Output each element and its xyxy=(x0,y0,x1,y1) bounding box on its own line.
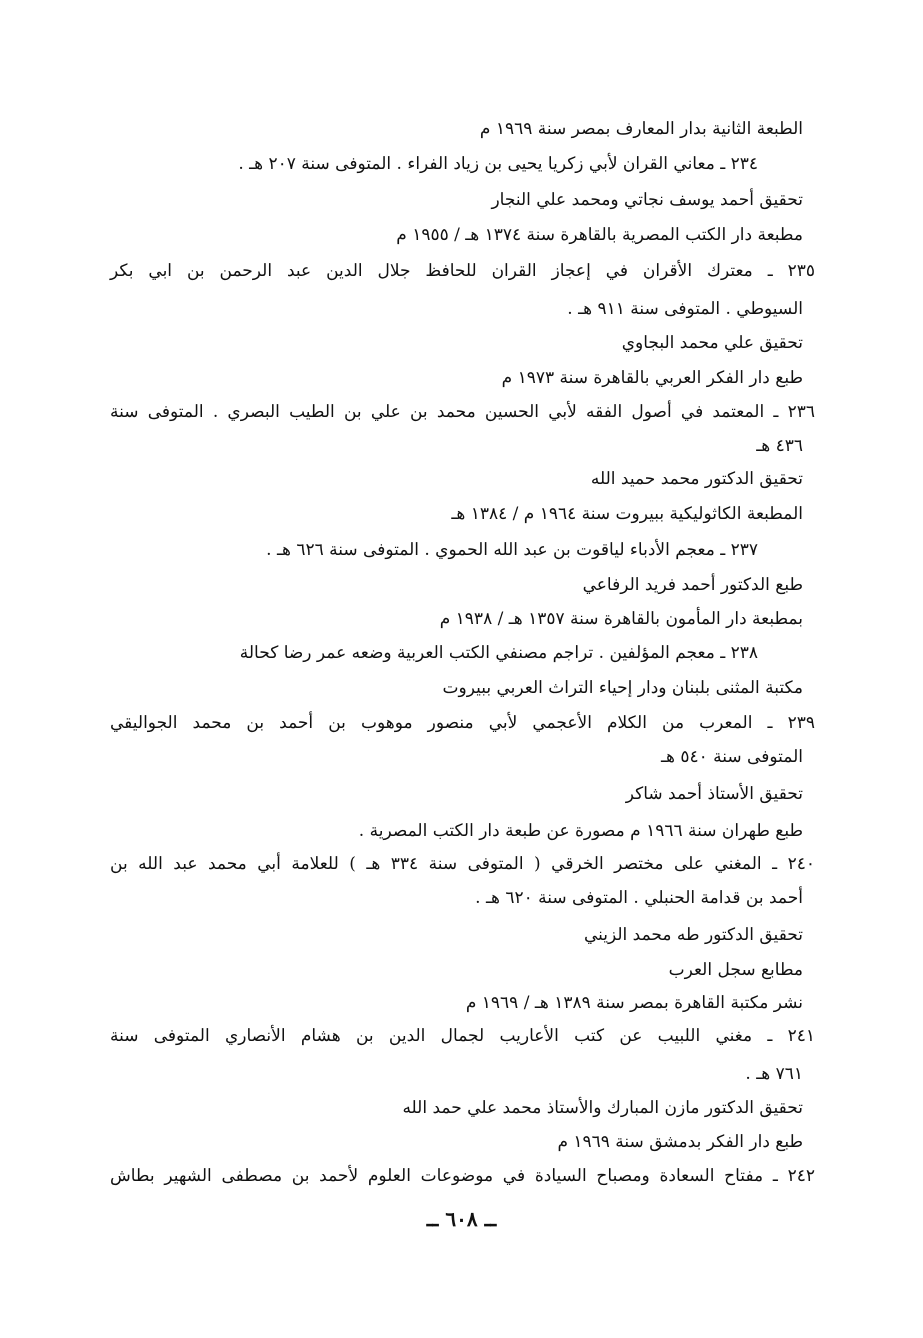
text-line: مطابع سجل العرب xyxy=(668,960,803,980)
text-line: ٢٣٩ ـ المعرب من الكلام الأعجمي لأبي منصور موهوب بن أحمد بن محمد الجواليقي xyxy=(110,713,815,733)
text-line: ٤٣٦ هـ xyxy=(756,436,803,456)
text-line: ٢٤١ ـ مغني اللبيب عن كتب الأعاريب لجمال الدين بن هشام الأنصاري المتوفى سنة xyxy=(110,1026,815,1046)
text-line: المطبعة الكاثوليكية ببيروت سنة ١٩٦٤ م / ١٣٨٤ هـ xyxy=(451,504,803,524)
text-line: ٧٦١ هـ . xyxy=(745,1064,803,1084)
page-number: ــ ٦٠٨ ــ xyxy=(426,1207,497,1231)
text-line: تحقيق الأستاذ أحمد شاكر xyxy=(625,784,803,804)
text-line: المتوفى سنة ٥٤٠ هـ xyxy=(660,747,803,767)
text-line: مطبعة دار الكتب المصرية بالقاهرة سنة ١٣٧٤ هـ / ١٩٥٥ م xyxy=(396,225,803,245)
text-line: ٢٣٦ ـ المعتمد في أصول الفقه لأبي الحسين محمد بن علي بن الطيب البصري . المتوفى سنة xyxy=(110,402,815,422)
text-line: طبع دار الفكر بدمشق سنة ١٩٦٩ م xyxy=(557,1132,803,1152)
text-line: الطبعة الثانية بدار المعارف بمصر سنة ١٩٦٩ م xyxy=(479,119,803,139)
text-line: طبع دار الفكر العربي بالقاهرة سنة ١٩٧٣ م xyxy=(501,368,803,388)
text-line: طبع طهران سنة ١٩٦٦ م مصورة عن طبعة دار الكتب المصرية . xyxy=(358,821,803,841)
text-line: ٢٤٠ ـ المغني على مختصر الخرقي ( المتوفى سنة ٣٣٤ هـ ) للعلامة أبي محمد عبد الله بن xyxy=(110,854,815,874)
text-line: ٢٣٤ ـ معاني القران لأبي زكريا يحيى بن زياد الفراء . المتوفى سنة ٢٠٧ هـ . xyxy=(238,154,758,174)
text-line: ٢٤٢ ـ مفتاح السعادة ومصباح السيادة في موضوعات العلوم لأحمد بن مصطفى الشهير بطاش xyxy=(110,1166,815,1186)
text-line: نشر مكتبة القاهرة بمصر سنة ١٣٨٩ هـ / ١٩٦٩ م xyxy=(465,993,803,1013)
text-line: أحمد بن قدامة الحنبلي . المتوفى سنة ٦٢٠ هـ . xyxy=(475,888,803,908)
text-line: تحقيق أحمد يوسف نجاتي ومحمد علي النجار xyxy=(491,190,803,210)
text-line: ٢٣٧ ـ معجم الأدباء لياقوت بن عبد الله الحموي . المتوفى سنة ٦٢٦ هـ . xyxy=(266,540,758,560)
text-line: مكتبة المثنى بلبنان ودار إحياء التراث العربي ببيروت xyxy=(442,678,803,698)
text-line: تحقيق الدكتور محمد حميد الله xyxy=(590,469,803,489)
text-line: تحقيق علي محمد البجاوي xyxy=(621,333,803,353)
text-line: تحقيق الدكتور مازن المبارك والأستاذ محمد علي حمد الله xyxy=(402,1098,803,1118)
text-line: السيوطي . المتوفى سنة ٩١١ هـ . xyxy=(567,299,803,319)
text-line: ٢٣٨ ـ معجم المؤلفين . تراجم مصنفي الكتب العربية وضعه عمر رضا كحالة xyxy=(239,643,758,663)
text-line: بمطبعة دار المأمون بالقاهرة سنة ١٣٥٧ هـ / ١٩٣٨ م xyxy=(439,609,803,629)
text-line: تحقيق الدكتور طه محمد الزيني xyxy=(583,925,803,945)
text-line: طبع الدكتور أحمد فريد الرفاعي xyxy=(582,575,803,595)
text-line: ٢٣٥ ـ معترك الأقران في إعجاز القران للحافظ جلال الدين عبد الرحمن بن ابي بكر xyxy=(110,261,815,281)
